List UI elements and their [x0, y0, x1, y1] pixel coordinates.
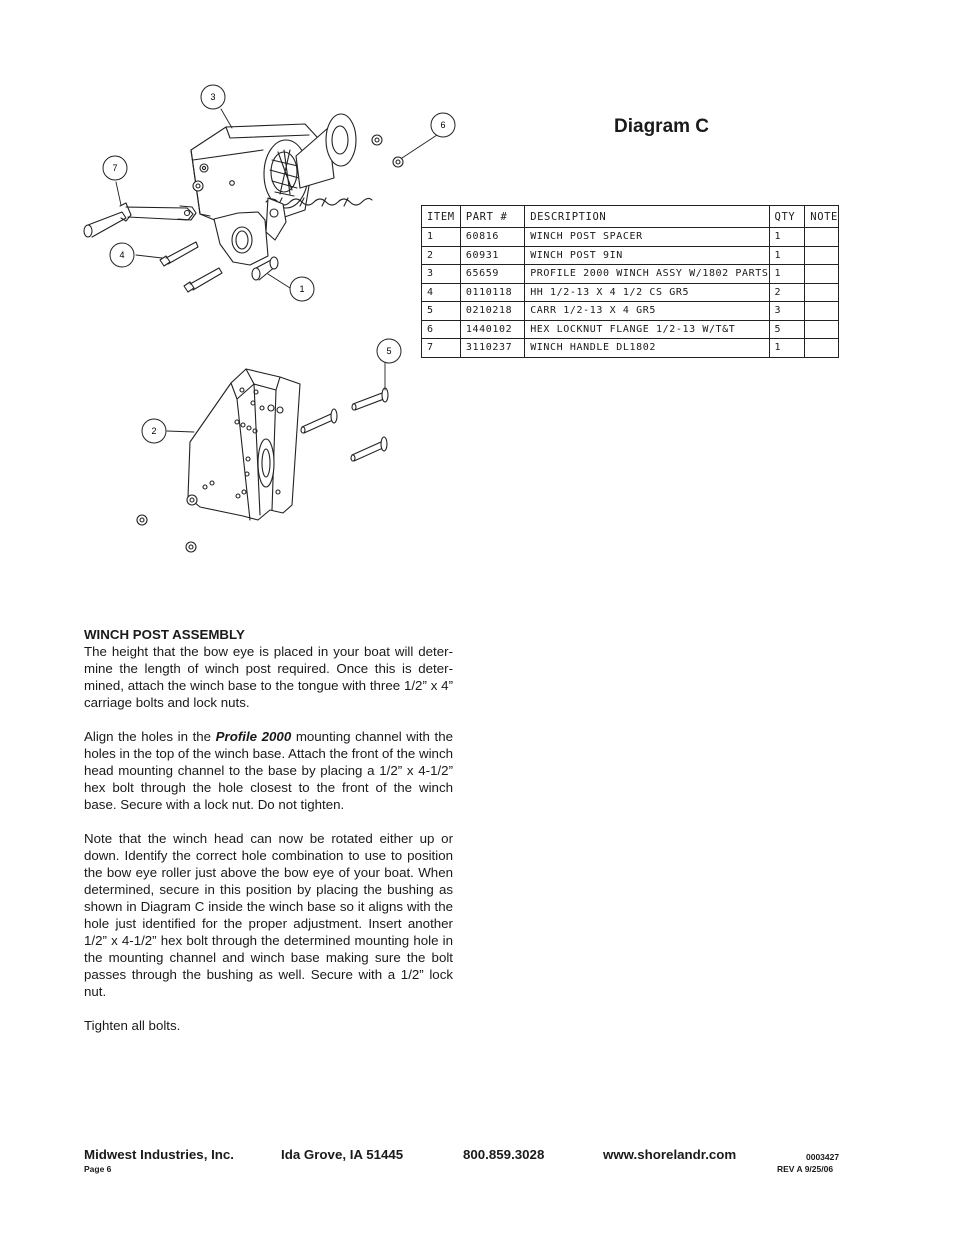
header-qty: QTY [769, 206, 805, 228]
table-header-row [422, 206, 839, 228]
cell-item: 2 [422, 246, 461, 265]
cell-description: HEX LOCKNUT FLANGE 1/2-13 W/T&T [525, 320, 769, 339]
section-heading: WINCH POST ASSEMBLY [84, 627, 245, 642]
cell-item: 4 [422, 283, 461, 302]
cell-part: 60931 [460, 246, 524, 265]
paragraph-4: Tighten all bolts. [84, 1018, 181, 1033]
cell-note [805, 265, 839, 284]
header-item: ITEM [422, 206, 461, 228]
cell-qty: 5 [769, 320, 805, 339]
svg-text:2: 2 [151, 426, 157, 436]
cell-item: 6 [422, 320, 461, 339]
cell-qty: 3 [769, 302, 805, 321]
cell-qty: 1 [769, 339, 805, 358]
cell-note [805, 302, 839, 321]
cell-qty: 1 [769, 246, 805, 265]
winch-assembly-part [191, 114, 372, 265]
table-row [422, 283, 839, 302]
callout-4 [110, 243, 134, 267]
cell-qty: 1 [769, 228, 805, 247]
cell-description: PROFILE 2000 WINCH ASSY W/1802 PARTS [525, 265, 769, 284]
doc-number: 0003427 [806, 1152, 840, 1162]
callout-1 [290, 277, 314, 301]
svg-text:4: 4 [119, 250, 125, 260]
callout-3 [201, 85, 225, 109]
svg-text:6: 6 [440, 120, 446, 130]
header-part-number: PART # [460, 206, 524, 228]
svg-text:7: 7 [112, 163, 118, 173]
cell-description: WINCH POST SPACER [525, 228, 769, 247]
table-row [422, 228, 839, 247]
callout-5 [377, 339, 401, 363]
cell-description: WINCH POST 9IN [525, 246, 769, 265]
cell-part: 3110237 [460, 339, 524, 358]
paragraph-2-start: Align the holes in the [84, 729, 216, 744]
paragraph-3: Note that the winch head can now be rotated either up or down. Identify the correct hole combination to use to position the bow eye roller just above the bow eye of your boat. When determined, secure in this position by placing the bushing as shown in Diagram C inside the winch base so it aligns with the hole just identified for the proper adjustment. Insert another 1/2” x 4-1/2” hex bolt through the determined mounting hole in the mounting channel and winch base making sure the bolt passes through the bushing as well. Secure with a 1/2” lock nut. [84, 831, 453, 999]
post-locknut-part [137, 495, 197, 552]
cell-note [805, 246, 839, 265]
footer-phone: 800.859.3028 [463, 1147, 545, 1162]
svg-text:1: 1 [299, 284, 305, 294]
cell-part: 60816 [460, 228, 524, 247]
paragraph-2 [84, 728, 453, 813]
table-row [422, 265, 839, 284]
header-note: NOTE [805, 206, 839, 228]
cell-part: 0210218 [460, 302, 524, 321]
cell-note [805, 283, 839, 302]
table-row [422, 302, 839, 321]
cell-part: 0110118 [460, 283, 524, 302]
header-description: DESCRIPTION [525, 206, 769, 228]
table-row [422, 246, 839, 265]
cell-item: 1 [422, 228, 461, 247]
paragraph-1: The height that the bow eye is placed in your boat will determine the length of winch post required. Once this is determined, attach the winch base to the tongue with three 1/2” x 4” carriage bolts and lock nuts. [84, 644, 453, 710]
cell-note [805, 339, 839, 358]
cell-note [805, 320, 839, 339]
svg-text:3: 3 [210, 92, 216, 102]
product-name-emphasis: Profile 2000 [215, 729, 292, 744]
footer-website[interactable]: www.shorelandr.com [603, 1147, 737, 1162]
callout-7 [103, 156, 127, 180]
footer-company: Midwest Industries, Inc. [84, 1147, 234, 1162]
footer-city: Ida Grove, IA 51445 [281, 1147, 404, 1162]
table-row [422, 320, 839, 339]
callout-6 [431, 113, 455, 137]
cell-description: WINCH HANDLE DL1802 [525, 339, 769, 358]
svg-text:5: 5 [386, 346, 392, 356]
paragraph-2-end: mounting channel with the holes in the top of the winch base. Attach the front of the winch head mounting channel to the base by placing a 1/2” x 4-1/2” hex bolt through the hole closest to the front of the winch base. Secure with a lock nut. Do not tighten. [84, 729, 454, 812]
cell-note [805, 228, 839, 247]
cell-item: 5 [422, 302, 461, 321]
callout-2 [142, 419, 166, 443]
cell-qty: 1 [769, 265, 805, 284]
revision-date: REV A 9/25/06 [777, 1164, 834, 1174]
diagram-title: Diagram C [614, 116, 710, 137]
cell-description: CARR 1/2-13 X 4 GR5 [525, 302, 769, 321]
cell-part: 65659 [460, 265, 524, 284]
cell-part: 1440102 [460, 320, 524, 339]
cell-item: 3 [422, 265, 461, 284]
cell-item: 7 [422, 339, 461, 358]
carriage-bolt-part [301, 388, 388, 461]
parts-table [421, 205, 839, 358]
winch-handle-part [84, 203, 196, 237]
cell-qty: 2 [769, 283, 805, 302]
page-number: Page 6 [84, 1164, 112, 1174]
hex-bolt-part [160, 242, 222, 292]
winch-post-part [188, 369, 300, 520]
instructions-section [84, 626, 453, 1051]
cell-description: HH 1/2-13 X 4 1/2 CS GR5 [525, 283, 769, 302]
table-row [422, 339, 839, 358]
